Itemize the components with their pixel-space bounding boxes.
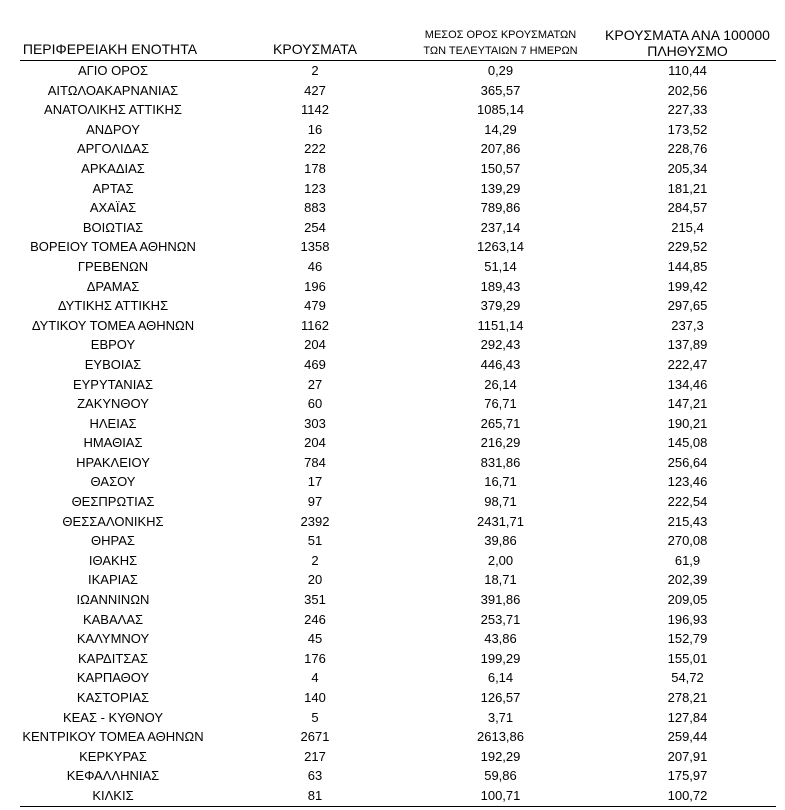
cases-per-100k-cell: 100,72 <box>667 787 708 803</box>
region-cell: ΙΘΑΚΗΣ <box>88 552 138 568</box>
cases-cell: 1358 <box>300 239 330 255</box>
cases-cell: 178 <box>304 160 326 176</box>
cases-per-100k-cell: 278,21 <box>667 690 708 705</box>
seven-day-average-cell: 446,43 <box>480 356 521 372</box>
cases-cell: 204 <box>304 435 326 451</box>
cases-cell: 479 <box>304 298 326 314</box>
cases-per-100k-cell: 215,43 <box>667 513 708 529</box>
region-cell: ΖΑΚΥΝΘΟΥ <box>77 396 149 412</box>
region-cell: ΒΟΙΩΤΙΑΣ <box>82 219 144 235</box>
cases-per-100k-cell: 173,52 <box>667 121 708 137</box>
seven-day-average-cell: 100,71 <box>480 787 521 803</box>
cases-cell: 217 <box>304 748 326 764</box>
cases-cell: 81 <box>307 787 323 803</box>
seven-day-average-cell: 6,14 <box>487 670 514 686</box>
region-cell: ΚΕΑΣ - ΚΥΘΝΟΥ <box>62 709 164 725</box>
seven-day-average-cell: 1085,14 <box>477 102 524 118</box>
cases-per-100k-cell: 155,01 <box>667 650 708 666</box>
region-cell: ΙΚΑΡΙΑΣ <box>88 572 138 588</box>
table-row <box>20 257 776 277</box>
region-cell: ΑΡΓΟΛΙΔΑΣ <box>76 141 150 157</box>
seven-day-average-cell: 59,86 <box>484 768 517 784</box>
region-cell: ΚΕΦΑΛΛΗΝΙΑΣ <box>66 768 160 784</box>
seven-day-average-cell: 150,57 <box>480 160 521 176</box>
table-row <box>20 551 776 571</box>
seven-day-average-cell: 199,29 <box>480 650 521 666</box>
cases-per-100k-cell: 127,84 <box>667 709 708 725</box>
table-row <box>20 688 776 708</box>
cases-cell: 63 <box>307 768 323 784</box>
cases-cell: 17 <box>307 474 323 490</box>
cases-cell: 2671 <box>300 729 330 745</box>
region-cell: ΚΑΡΠΑΘΟΥ <box>76 670 150 686</box>
cases-per-100k-cell: 175,97 <box>667 768 708 784</box>
table-row <box>20 766 776 786</box>
seven-day-average-cell: 2613,86 <box>477 729 524 745</box>
seven-day-average-cell: 0,29 <box>487 63 514 78</box>
table-row <box>20 727 776 747</box>
cases-cell: 196 <box>304 278 326 294</box>
cases-per-100k-cell: 181,21 <box>667 180 708 196</box>
cases-cell: 16 <box>307 121 323 137</box>
cases-per-100k-cell: 152,79 <box>667 631 708 647</box>
region-cell: ΕΥΒΟΙΑΣ <box>84 356 142 372</box>
cases-per-100k-cell: 209,05 <box>667 592 708 608</box>
seven-day-average-cell: 18,71 <box>484 572 517 588</box>
seven-day-average-cell: 43,86 <box>484 631 517 647</box>
cases-per-100k-cell: 205,34 <box>667 160 708 176</box>
header-seven-day-average <box>408 28 593 59</box>
cases-cell: 1162 <box>301 317 329 333</box>
cases-per-100k-cell: 190,21 <box>667 415 708 431</box>
region-cell: ΗΡΑΚΛΕΙΟΥ <box>76 454 150 470</box>
region-cell: ΑΡΚΑΔΙΑΣ <box>81 160 145 176</box>
table-row <box>20 649 776 669</box>
seven-day-average-cell: 51,14 <box>484 258 517 274</box>
table-row <box>20 668 776 688</box>
table-bottom-rule <box>20 806 776 807</box>
region-cell: ΕΥΡΥΤΑΝΙΑΣ <box>72 376 154 392</box>
seven-day-average-cell: 189,43 <box>480 278 521 294</box>
region-cell: ΑΝΑΤΟΛΙΚΗΣ ΑΤΤΙΚΗΣ <box>44 102 182 118</box>
region-cell: ΚΑΛΥΜΝΟΥ <box>76 631 150 647</box>
cases-per-100k-cell: 110,44 <box>668 63 707 78</box>
region-cell: ΘΕΣΣΑΛΟΝΙΚΗΣ <box>62 513 164 529</box>
table-row <box>20 414 776 434</box>
table-row <box>20 786 776 806</box>
table-header <box>20 20 776 61</box>
seven-day-average-cell: 207,86 <box>480 141 521 157</box>
cases-cell: 123 <box>304 180 326 196</box>
seven-day-average-cell: 216,29 <box>480 435 521 451</box>
table-row <box>20 531 776 551</box>
cases-per-100k-cell: 147,21 <box>667 396 708 412</box>
cases-per-100k-cell: 202,56 <box>667 82 708 98</box>
cases-per-100k-cell: 284,57 <box>667 200 708 216</box>
cases-cell: 5 <box>311 709 319 725</box>
cases-per-100k-cell: 256,64 <box>667 454 708 470</box>
cases-cell: 45 <box>307 631 323 647</box>
header-cases: ΚΡΟΥΣΜΑΤΑ <box>273 41 357 58</box>
header-cases-per-100k <box>595 28 780 59</box>
table-row <box>20 747 776 767</box>
region-cell: ΙΩΑΝΝΙΝΩΝ <box>76 592 150 608</box>
seven-day-average-cell: 192,29 <box>480 748 521 764</box>
cases-cell: 4 <box>311 670 319 686</box>
cases-cell: 254 <box>304 219 326 235</box>
seven-day-average-cell: 139,29 <box>480 180 521 196</box>
table-row <box>20 512 776 532</box>
cases-cell: 204 <box>304 337 326 353</box>
region-cell: ΘΑΣΟΥ <box>90 474 136 490</box>
region-cell: ΚΕΝΤΡΙΚΟΥ ΤΟΜΕΑ ΑΘΗΝΩΝ <box>22 729 204 745</box>
cases-per-100k-cell: 61,9 <box>674 552 701 568</box>
cases-per-100k-cell: 199,42 <box>667 278 708 294</box>
table-row <box>20 218 776 238</box>
region-cell: ΗΜΑΘΙΑΣ <box>83 435 143 451</box>
seven-day-average-cell: 391,86 <box>480 592 521 608</box>
table-row <box>20 453 776 473</box>
cases-per-100k-cell: 227,33 <box>667 102 708 118</box>
table-row <box>20 472 776 492</box>
seven-day-average-cell: 253,71 <box>480 611 521 627</box>
cases-cell: 176 <box>304 650 326 666</box>
table-row <box>20 316 776 336</box>
cases-per-100k-cell: 54,72 <box>671 670 704 686</box>
cases-per-100k-cell: 222,54 <box>667 494 708 510</box>
cases-cell: 883 <box>304 200 326 216</box>
region-cell: ΔΥΤΙΚΗΣ ΑΤΤΙΚΗΣ <box>57 298 169 314</box>
cases-per-100k-cell: 222,47 <box>667 356 708 372</box>
cases-per-100k-cell: 202,39 <box>667 572 708 588</box>
cases-cell: 2 <box>311 552 319 568</box>
cases-cell: 97 <box>307 494 323 510</box>
cases-cell: 2 <box>311 63 319 78</box>
region-cell: ΑΝΔΡΟΥ <box>86 121 140 137</box>
table-row <box>20 120 776 140</box>
table-row <box>20 198 776 218</box>
seven-day-average-cell: 126,57 <box>480 690 521 705</box>
region-cell: ΑΡΤΑΣ <box>92 180 134 196</box>
region-cell: ΘΕΣΠΡΩΤΙΑΣ <box>71 494 155 510</box>
cases-table <box>20 20 776 807</box>
cases-per-100k-cell: 259,44 <box>667 729 708 745</box>
region-cell: ΚΑΡΔΙΤΣΑΣ <box>77 650 149 666</box>
seven-day-average-cell: 39,86 <box>484 533 517 549</box>
cases-cell: 27 <box>307 376 323 392</box>
header-cases-per-100k-line1: ΚΡΟΥΣΜΑΤΑ ΑΝΑ 100000 <box>605 27 770 44</box>
cases-per-100k-cell: 145,08 <box>667 435 708 451</box>
cases-cell: 46 <box>307 258 323 274</box>
cases-cell: 60 <box>307 396 323 412</box>
cases-cell: 784 <box>304 454 326 470</box>
header-region: ΠΕΡΙΦΕΡΕΙΑΚΗ ΕΝΟΤΗΤΑ <box>22 41 198 58</box>
table-body <box>20 61 776 806</box>
cases-cell: 51 <box>307 533 323 549</box>
seven-day-average-cell: 292,43 <box>480 337 521 353</box>
region-cell: ΕΒΡΟΥ <box>90 337 136 353</box>
cases-cell: 246 <box>304 611 326 627</box>
cases-per-100k-cell: 237,3 <box>671 317 704 333</box>
seven-day-average-cell: 26,14 <box>484 376 517 392</box>
seven-day-average-cell: 789,86 <box>480 200 521 216</box>
table-row <box>20 375 776 395</box>
region-cell: ΔΡΑΜΑΣ <box>86 278 140 294</box>
cases-cell: 222 <box>304 141 326 157</box>
cases-cell: 427 <box>304 82 326 98</box>
region-cell: ΚΑΒΑΛΑΣ <box>82 611 144 627</box>
cases-per-100k-cell: 134,46 <box>667 376 708 392</box>
region-cell: ΑΧΑΪΑΣ <box>89 200 137 216</box>
table-row <box>20 355 776 375</box>
seven-day-average-cell: 1151,14 <box>477 317 524 333</box>
cases-per-100k-cell: 297,65 <box>667 298 708 314</box>
table-row <box>20 590 776 610</box>
region-cell: ΓΡΕΒΕΝΩΝ <box>77 258 149 274</box>
table-row <box>20 708 776 728</box>
table-row <box>20 335 776 355</box>
table-row <box>20 492 776 512</box>
cases-cell: 20 <box>307 572 323 588</box>
region-cell: ΑΓΙΟ ΟΡΟΣ <box>77 63 149 78</box>
cases-per-100k-cell: 144,85 <box>667 258 708 274</box>
table-row <box>20 610 776 630</box>
seven-day-average-cell: 3,71 <box>487 709 514 725</box>
table-row <box>20 296 776 316</box>
seven-day-average-cell: 365,57 <box>480 82 521 98</box>
table-row <box>20 100 776 120</box>
cases-per-100k-cell: 229,52 <box>667 239 708 255</box>
cases-cell: 1142 <box>301 102 329 118</box>
seven-day-average-cell: 76,71 <box>484 396 517 412</box>
seven-day-average-cell: 16,71 <box>484 474 517 490</box>
region-cell: ΚΕΡΚΥΡΑΣ <box>79 748 147 764</box>
region-cell: ΚΙΛΚΙΣ <box>92 787 134 803</box>
table-row <box>20 159 776 179</box>
header-cases-per-100k-line2: ΠΛΗΘΥΣΜΟ <box>647 42 728 59</box>
seven-day-average-cell: 1263,14 <box>477 239 524 255</box>
cases-cell: 469 <box>304 356 326 372</box>
seven-day-average-cell: 831,86 <box>480 454 521 470</box>
region-cell: ΒΟΡΕΙΟΥ ΤΟΜΕΑ ΑΘΗΝΩΝ <box>30 239 196 255</box>
cases-cell: 140 <box>304 690 326 705</box>
seven-day-average-cell: 14,29 <box>484 121 517 137</box>
seven-day-average-cell: 98,71 <box>484 494 517 510</box>
cases-cell: 303 <box>304 415 326 431</box>
cases-per-100k-cell: 215,4 <box>671 219 704 235</box>
region-cell: ΗΛΕΙΑΣ <box>89 415 137 431</box>
table-row <box>20 570 776 590</box>
table-row <box>20 61 776 81</box>
region-cell: ΔΥΤΙΚΟΥ ΤΟΜΕΑ ΑΘΗΝΩΝ <box>31 317 195 333</box>
table-row <box>20 629 776 649</box>
cases-per-100k-cell: 228,76 <box>667 141 708 157</box>
table-row <box>20 394 776 414</box>
table-row <box>20 139 776 159</box>
seven-day-average-cell: 237,14 <box>480 219 521 235</box>
cases-per-100k-cell: 123,46 <box>667 474 708 490</box>
seven-day-average-cell: 265,71 <box>480 415 521 431</box>
cases-per-100k-cell: 137,89 <box>667 337 708 353</box>
header-seven-day-average-line2: ΤΩΝ ΤΕΛΕΥΤΑΙΩΝ 7 ΗΜΕΡΩΝ <box>423 44 578 57</box>
cases-cell: 351 <box>304 592 326 608</box>
seven-day-average-cell: 379,29 <box>480 298 521 314</box>
region-cell: ΑΙΤΩΛΟΑΚΑΡΝΑΝΙΑΣ <box>47 82 179 98</box>
seven-day-average-cell: 2431,71 <box>477 513 524 529</box>
cases-per-100k-cell: 196,93 <box>667 611 708 627</box>
table-row <box>20 237 776 257</box>
header-seven-day-average-line1: ΜΕΣΟΣ ΟΡΟΣ ΚΡΟΥΣΜΑΤΩΝ <box>424 29 577 42</box>
table-row <box>20 179 776 199</box>
seven-day-average-cell: 2,00 <box>487 552 514 568</box>
cases-per-100k-cell: 270,08 <box>667 533 708 549</box>
cases-per-100k-cell: 207,91 <box>667 748 708 764</box>
region-cell: ΘΗΡΑΣ <box>91 533 135 549</box>
region-cell: ΚΑΣΤΟΡΙΑΣ <box>76 690 150 705</box>
table-row <box>20 277 776 297</box>
table-row <box>20 433 776 453</box>
cases-cell: 2392 <box>300 513 330 529</box>
table-row <box>20 81 776 101</box>
